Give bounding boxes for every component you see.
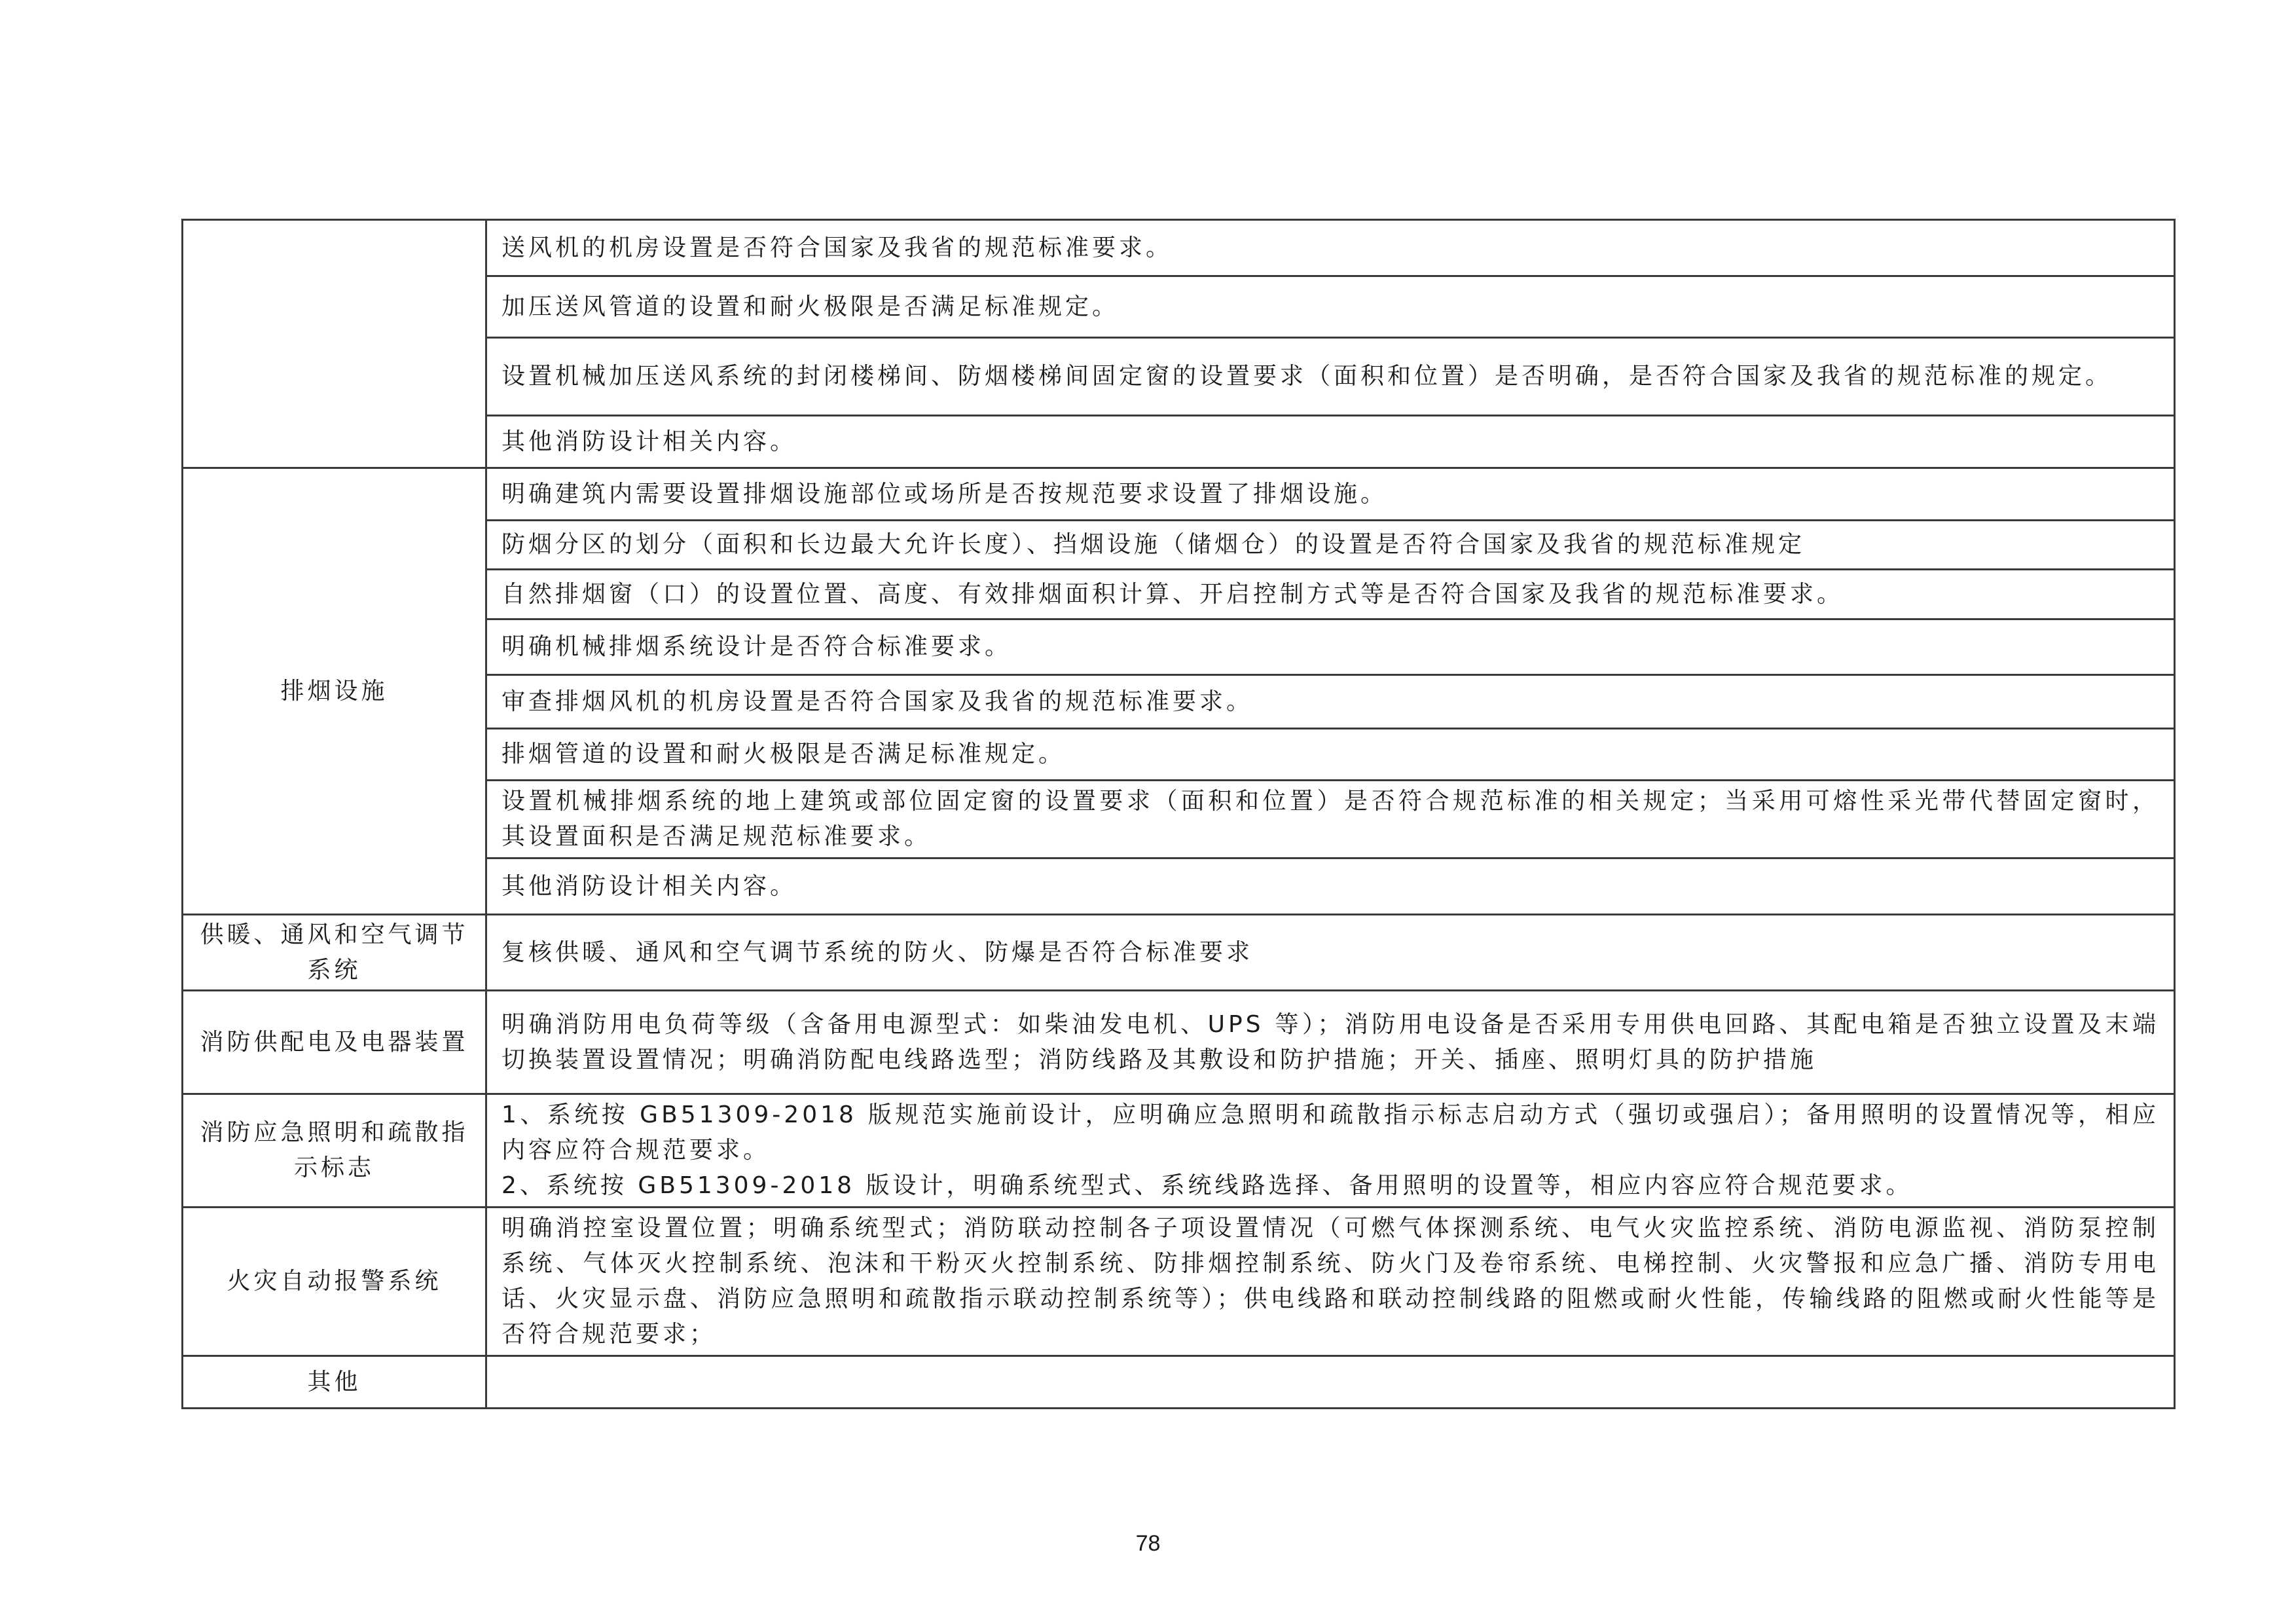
category-cell: 供暖、通风和空气调节系统 xyxy=(183,915,486,991)
review-item: 设置机械加压送风系统的封闭楼梯间、防烟楼梯间固定窗的设置要求（面积和位置）是否明确，是否符合国家及我省的规范标准的规定。 xyxy=(486,338,2175,416)
review-item xyxy=(486,1356,2175,1409)
review-item: 明确消防用电负荷等级（含备用电源型式：如柴油发电机、UPS 等）；消防用电设备是否采用专用供电回路、其配电箱是否独立设置及末端切换装置设置情况；明确消防配电线路选型；消防线路及其敷设和防护措施；开关、插座、照明灯具的防护措施 xyxy=(486,991,2175,1094)
category-cell: 消防应急照明和疏散指示标志 xyxy=(183,1094,486,1208)
table-row xyxy=(183,915,2175,991)
review-item: 审查排烟风机的机房设置是否符合国家及我省的规范标准要求。 xyxy=(486,675,2175,729)
category-cell: 消防供配电及电器装置 xyxy=(183,991,486,1094)
review-item: 自然排烟窗（口）的设置位置、高度、有效排烟面积计算、开启控制方式等是否符合国家及我省的规范标准要求。 xyxy=(486,570,2175,619)
review-item xyxy=(486,1094,2175,1208)
category-cell: 其他 xyxy=(183,1356,486,1409)
review-item: 复核供暖、通风和空气调节系统的防火、防爆是否符合标准要求 xyxy=(486,915,2175,991)
table-row xyxy=(183,468,2175,521)
table-row xyxy=(183,220,2175,276)
category-cell: 排烟设施 xyxy=(183,468,486,915)
review-item: 防烟分区的划分（面积和长边最大允许长度）、挡烟设施（储烟仓）的设置是否符合国家及我省的规范标准规定 xyxy=(486,521,2175,570)
category-cell xyxy=(183,220,486,468)
page-number: 78 xyxy=(1135,1531,1161,1556)
review-item: 设置机械排烟系统的地上建筑或部位固定窗的设置要求（面积和位置）是否符合规范标准的相关规定；当采用可熔性采光带代替固定窗时，其设置面积是否满足规范标准要求。 xyxy=(486,781,2175,858)
review-item: 其他消防设计相关内容。 xyxy=(486,416,2175,468)
review-item: 送风机的机房设置是否符合国家及我省的规范标准要求。 xyxy=(486,220,2175,276)
review-item: 其他消防设计相关内容。 xyxy=(486,858,2175,915)
review-item: 加压送风管道的设置和耐火极限是否满足标准规定。 xyxy=(486,276,2175,338)
table-row xyxy=(183,1208,2175,1356)
review-item-line: 2、系统按 GB51309-2018 版设计，明确系统型式、系统线路选择、备用照明的设置等，相应内容应符合规范要求。 xyxy=(501,1172,1913,1199)
review-item: 排烟管道的设置和耐火极限是否满足标准规定。 xyxy=(486,729,2175,781)
review-item: 明确建筑内需要设置排烟设施部位或场所是否按规范要求设置了排烟设施。 xyxy=(486,468,2175,521)
review-item-line: 1、系统按 GB51309-2018 版规范实施前设计，应明确应急照明和疏散指示标志启动方式（强切或强启）；备用照明的设置情况等，相应内容应符合规范要求。 xyxy=(501,1101,2159,1164)
review-item: 明确消控室设置位置；明确系统型式；消防联动控制各子项设置情况（可燃气体探测系统、电气火灾监控系统、消防电源监视、消防泵控制系统、气体灭火控制系统、泡沫和干粉灭火控制系统、防排烟控制系统、防火门及卷帘系统、电梯控制、火灾警报和应急广播、消防专用电话、火灾显示盘、消防应急照明和疏散指示联动控制系统等）；供电线路和联动控制线路的阻燃或耐火性能，传输线路的阻燃或耐火性能等是否符合规范要求； xyxy=(486,1208,2175,1356)
category-cell: 火灾自动报警系统 xyxy=(183,1208,486,1356)
table-row xyxy=(183,991,2175,1094)
review-item: 明确机械排烟系统设计是否符合标准要求。 xyxy=(486,619,2175,675)
review-checklist-table xyxy=(181,219,2176,1409)
table-row xyxy=(183,1094,2175,1208)
table-row xyxy=(183,1356,2175,1409)
